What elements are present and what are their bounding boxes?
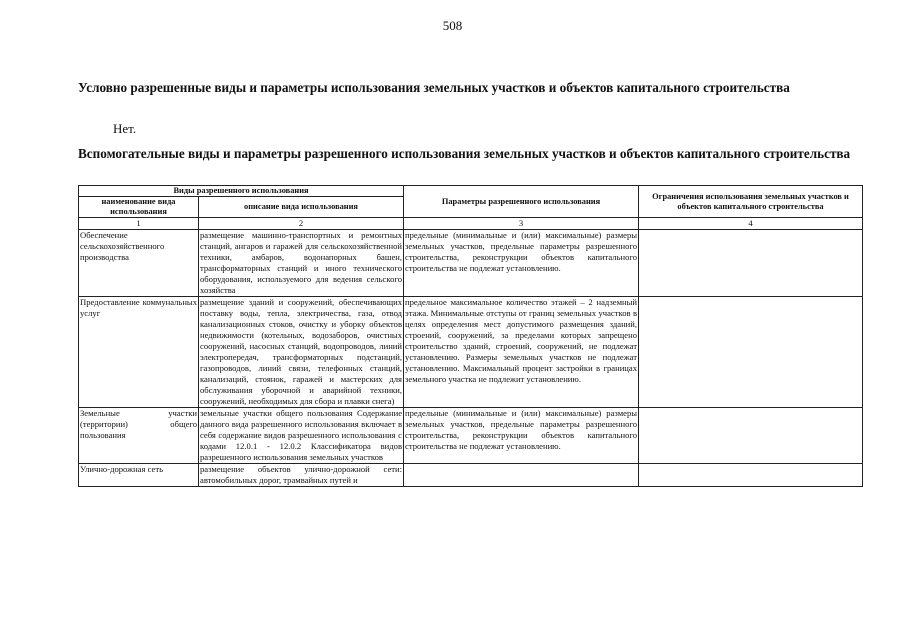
description-header: описание вида использования [199,197,404,218]
use-description: размещение зданий и сооружений, обеспечивающих поставку воды, тепла, электричества, газа, отвод канализационных стоков, очистку и уборку объектов недвижимости (котельных, водозаборов, очистных сооружений, насосных станций, водопроводов, линий электропередач, трансформаторных подстанций, газопроводов, линий связи, телефонных станций, канализаций, стоянок, гаражей и мастерских для обслуживания уборочной и аварийной техники, сооружений, необходимых для сбора и плавки снега) [200,297,403,406]
column-number: 3 [404,218,639,230]
table-row [79,408,863,464]
permitted-uses-table [78,185,863,487]
use-limits [639,297,863,408]
table-row [79,230,863,297]
use-params: предельное максимальное количество этажей – 2 надземный этажа. Минимальные отступы от границ земельных участков в целях определения мест допустимого размещения зданий, строений, сооружений, за пределами которых запрещено строительство зданий, строений, сооружений, не подлежат установлению. Размеры земельных участков не подлежат установлению. Максимальный процент застройки в границах земельного участка не подлежит установлению. [404,297,639,408]
section-heading-auxiliary-uses: Вспомогательные виды и параметры разрешенного использования земельных участков и объектов капитального строительства [78,146,851,161]
use-limits [639,464,863,487]
use-name: Улично-дорожная сеть [79,464,199,487]
use-description: размещение машинно-транспортных и ремонтных станций, ангаров и гаражей для сельскохозяйственной техники, амбаров, водонапорных башен, трансформаторных станций и иного технического оборудования, используемого для ведения сельского хозяйства [200,230,403,295]
limits-header: Ограничения использования земельных участков и объектов капитального строительства [639,186,863,218]
column-number: 4 [639,218,863,230]
column-number: 1 [79,218,199,230]
use-limits [639,230,863,297]
group-header: Виды разрешенного использования [79,186,404,197]
use-params [404,464,639,487]
column-number: 2 [199,218,404,230]
name-header: наименование вида использования [79,197,199,218]
page-number: 508 [442,18,463,33]
table-row [79,297,863,408]
params-header: Параметры разрешенного использования [404,186,639,218]
use-name: Обеспечение сельскохозяйственного производства [79,230,199,297]
use-name: Земельные участки (территории) общего пользования [79,408,199,464]
use-name: Предоставление коммунальных услуг [79,297,199,408]
none-statement: Нет. [113,121,137,136]
use-params: предельные (минимальные и (или) максимальные) размеры земельных участков, предельные параметры разрешенного строительства, реконструкции объектов капитального строительства не подлежат установлению. [404,230,639,297]
use-params: предельные (минимальные и (или) максимальные) размеры земельных участков, предельные параметры разрешенного строительства, реконструкции объектов капитального строительства не подлежат установлению. [404,408,639,464]
use-description: размещение объектов улично-дорожной сети: автомобильных дорог, трамвайных путей и [200,464,403,485]
table-row [79,464,863,487]
use-limits [639,408,863,464]
use-description: земельные участки общего пользования Содержание данного вида разрешенного использования включает в себя содержание видов разрешенного использования с кодами 12.0.1 - 12.0.2 Классификатора видов разрешенного использования земельных участков [200,408,403,462]
section-heading-conditional-uses: Условно разрешенные виды и параметры использования земельных участков и объектов капитального строительства [78,80,790,95]
column-number-row [79,218,863,230]
